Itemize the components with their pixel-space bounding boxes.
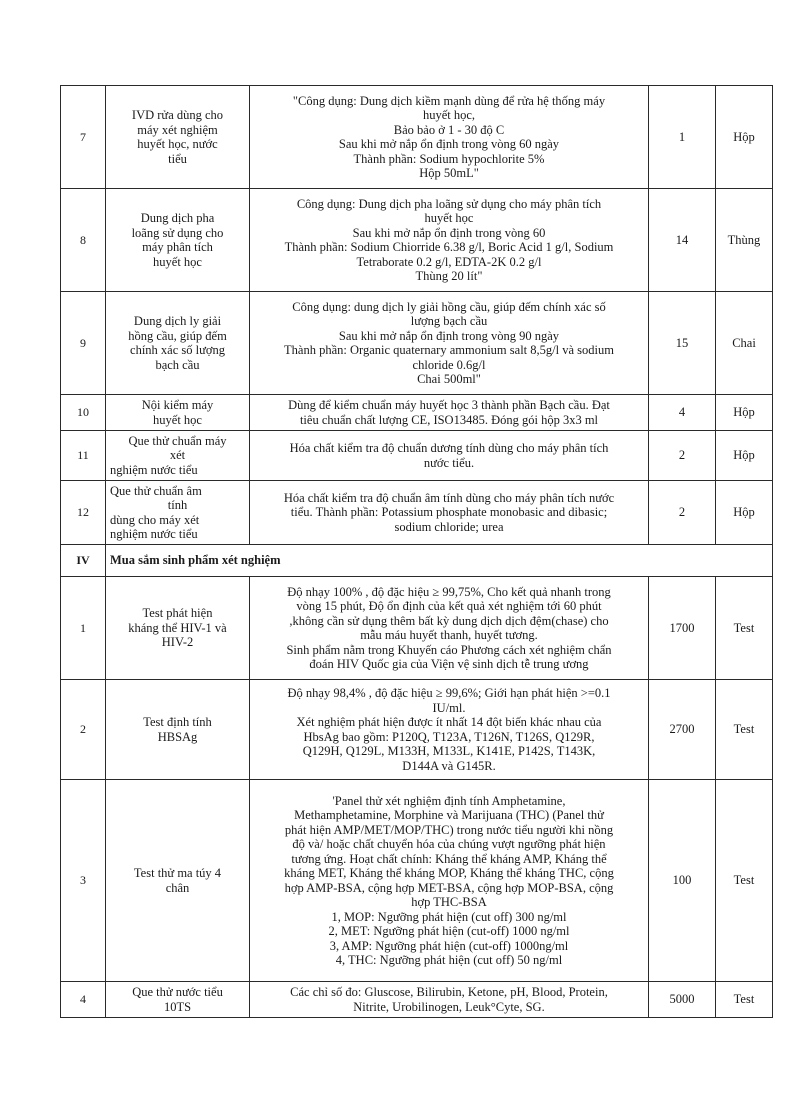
row-unit: Test (716, 780, 773, 982)
table-row (61, 395, 773, 431)
row-item-name: Dung dịch pha loãng sử dụng cho máy phân tích huyết học (106, 189, 250, 292)
row-quantity: 5000 (649, 982, 716, 1018)
table-row (61, 577, 773, 680)
row-stt: 9 (61, 292, 106, 395)
row-unit: Hộp (716, 86, 773, 189)
section-title: Mua sắm sinh phẩm xét nghiệm (106, 545, 773, 577)
row-quantity: 15 (649, 292, 716, 395)
row-quantity: 2 (649, 481, 716, 545)
document-table (60, 85, 773, 1018)
row-unit: Hộp (716, 481, 773, 545)
row-quantity: 14 (649, 189, 716, 292)
row-item-name: Test phát hiện kháng thể HIV-1 và HIV-2 (106, 577, 250, 680)
row-item-name: Test thử ma túy 4 chân (106, 780, 250, 982)
table-row (61, 680, 773, 780)
row-description: Công dụng: dung dịch ly giải hồng cầu, giúp đếm chính xác số lượng bạch cầu Sau khi mở nắp ổn định trong vòng 90 ngày Thành phần: Organic quaternary ammonium salt 8,5g/l và sodium chloride 0.6g/l Chai 500ml" (250, 292, 649, 395)
row-unit: Chai (716, 292, 773, 395)
row-quantity: 4 (649, 395, 716, 431)
row-description: Công dụng: Dung dịch pha loãng sử dụng cho máy phân tích huyết học Sau khi mở nắp ổn định trong vòng 60 Thành phần: Sodium Chiorride 6.38 g/l, Boric Acid 1 g/l, Sodium Tetraborate 0.2 g/l, EDTA-2K 0.2 g/l Thùng 20 lít" (250, 189, 649, 292)
row-description: Hóa chất kiểm tra độ chuẩn âm tính dùng cho máy phân tích nước tiểu. Thành phần: Potassium phosphate monobasic and dibasic; sodium chloride; urea (250, 481, 649, 545)
row-unit: Hộp (716, 395, 773, 431)
row-unit: Test (716, 577, 773, 680)
row-stt: 4 (61, 982, 106, 1018)
row-description: Các chỉ số đo: Gluscose, Bilirubin, Ketone, pH, Blood, Protein, Nitrite, Urobilinogen, Leuk°Cyte, SG. (250, 982, 649, 1018)
table-row (61, 431, 773, 481)
row-description: 'Panel thử xét nghiệm định tính Amphetamine, Methamphetamine, Morphine và Marijuana (THC) (Panel thử phát hiện AMP/MET/MOP/THC) trong nước tiểu người khi nồng độ và/ hoặc chất chuyển hóa của chúng vượt ngưỡng phát hiện tương ứng. Hoạt chất chính: Kháng thể kháng AMP, Kháng thể kháng MET, Kháng thể kháng MOP, Kháng thể kháng THC, cộng hợp AMP-BSA, cộng hợp MET-BSA, cộng hợp MOP-BSA, cộng hợp THC-BSA 1, MOP: Ngưỡng phát hiện (cut off) 300 ng/ml 2, MET: Ngưỡng phát hiện (cut-off) 1000 ng/ml 3, AMP: Ngưỡng phát hiện (cut-off) 1000ng/ml 4, THC: Ngưỡng phát hiện (cut off) 50 ng/ml (250, 780, 649, 982)
section-number: IV (61, 545, 106, 577)
row-description: Độ nhạy 100% , độ đặc hiệu ≥ 99,75%, Cho kết quả nhanh trong vòng 15 phút, Độ ổn định của kết quả xét nghiệm tới 60 phút ,không cần sử dụng thêm bất kỳ dung dịch dịch đệm(chase) cho mẫu máu huyết thanh, huyết tương. Sinh phẩm nằm trong Khuyến cáo Phương cách xét nghiệm chẩn đoán HIV Quốc gia của Viện vệ sinh dịch tễ trung ương (250, 577, 649, 680)
row-unit: Test (716, 680, 773, 780)
row-description: "Công dụng: Dung dịch kiềm mạnh dùng để rửa hệ thống máy huyết học, Bảo bảo ở 1 - 30 độ C Sau khi mở nắp ổn định trong vòng 60 ngày Thành phần: Sodium hypochlorite 5% Hộp 50mL" (250, 86, 649, 189)
row-unit: Thùng (716, 189, 773, 292)
table-row (61, 189, 773, 292)
row-description: Hóa chất kiểm tra độ chuẩn dương tính dùng cho máy phân tích nước tiểu. (250, 431, 649, 481)
row-item-name: Dung dịch ly giải hồng cầu, giúp đếm chính xác số lượng bạch cầu (106, 292, 250, 395)
row-stt: 3 (61, 780, 106, 982)
row-item-name: Que thử nước tiểu 10TS (106, 982, 250, 1018)
row-item-name: IVD rửa dùng cho máy xét nghiệm huyết học, nước tiểu (106, 86, 250, 189)
table-row (61, 86, 773, 189)
row-item-name: Test định tính HBSAg (106, 680, 250, 780)
row-stt: 2 (61, 680, 106, 780)
row-quantity: 100 (649, 780, 716, 982)
table-row (61, 982, 773, 1018)
row-item-name: Nội kiểm máy huyết học (106, 395, 250, 431)
row-item-name: Que thử chuẩn máy xét nghiệm nước tiểu (106, 431, 250, 481)
row-stt: 7 (61, 86, 106, 189)
row-stt: 12 (61, 481, 106, 545)
row-quantity: 2700 (649, 680, 716, 780)
row-quantity: 2 (649, 431, 716, 481)
section-header-row (61, 545, 773, 577)
row-stt: 8 (61, 189, 106, 292)
row-unit: Test (716, 982, 773, 1018)
row-stt: 1 (61, 577, 106, 680)
row-description: Độ nhạy 98,4% , độ đặc hiệu ≥ 99,6%; Giới hạn phát hiện >=0.1 IU/ml. Xét nghiệm phát hiện được ít nhất 14 đột biến khác nhau của HbsAg bao gồm: P120Q, T123A, T126N, T126S, Q129R, Q129H, Q129L, M133H, M133L, K141E, P142S, T143K, D144A và G145R. (250, 680, 649, 780)
row-description: Dùng để kiểm chuẩn máy huyết học 3 thành phần Bạch cầu. Đạt tiêu chuẩn chất lượng CE, ISO13485. Đóng gói hộp 3x3 ml (250, 395, 649, 431)
row-quantity: 1700 (649, 577, 716, 680)
row-unit: Hộp (716, 431, 773, 481)
row-quantity: 1 (649, 86, 716, 189)
table-row (61, 292, 773, 395)
row-stt: 11 (61, 431, 106, 481)
table-row (61, 481, 773, 545)
table-row (61, 780, 773, 982)
row-stt: 10 (61, 395, 106, 431)
row-item-name: Que thử chuẩn âm tính dùng cho máy xét nghiệm nước tiểu (106, 481, 250, 545)
